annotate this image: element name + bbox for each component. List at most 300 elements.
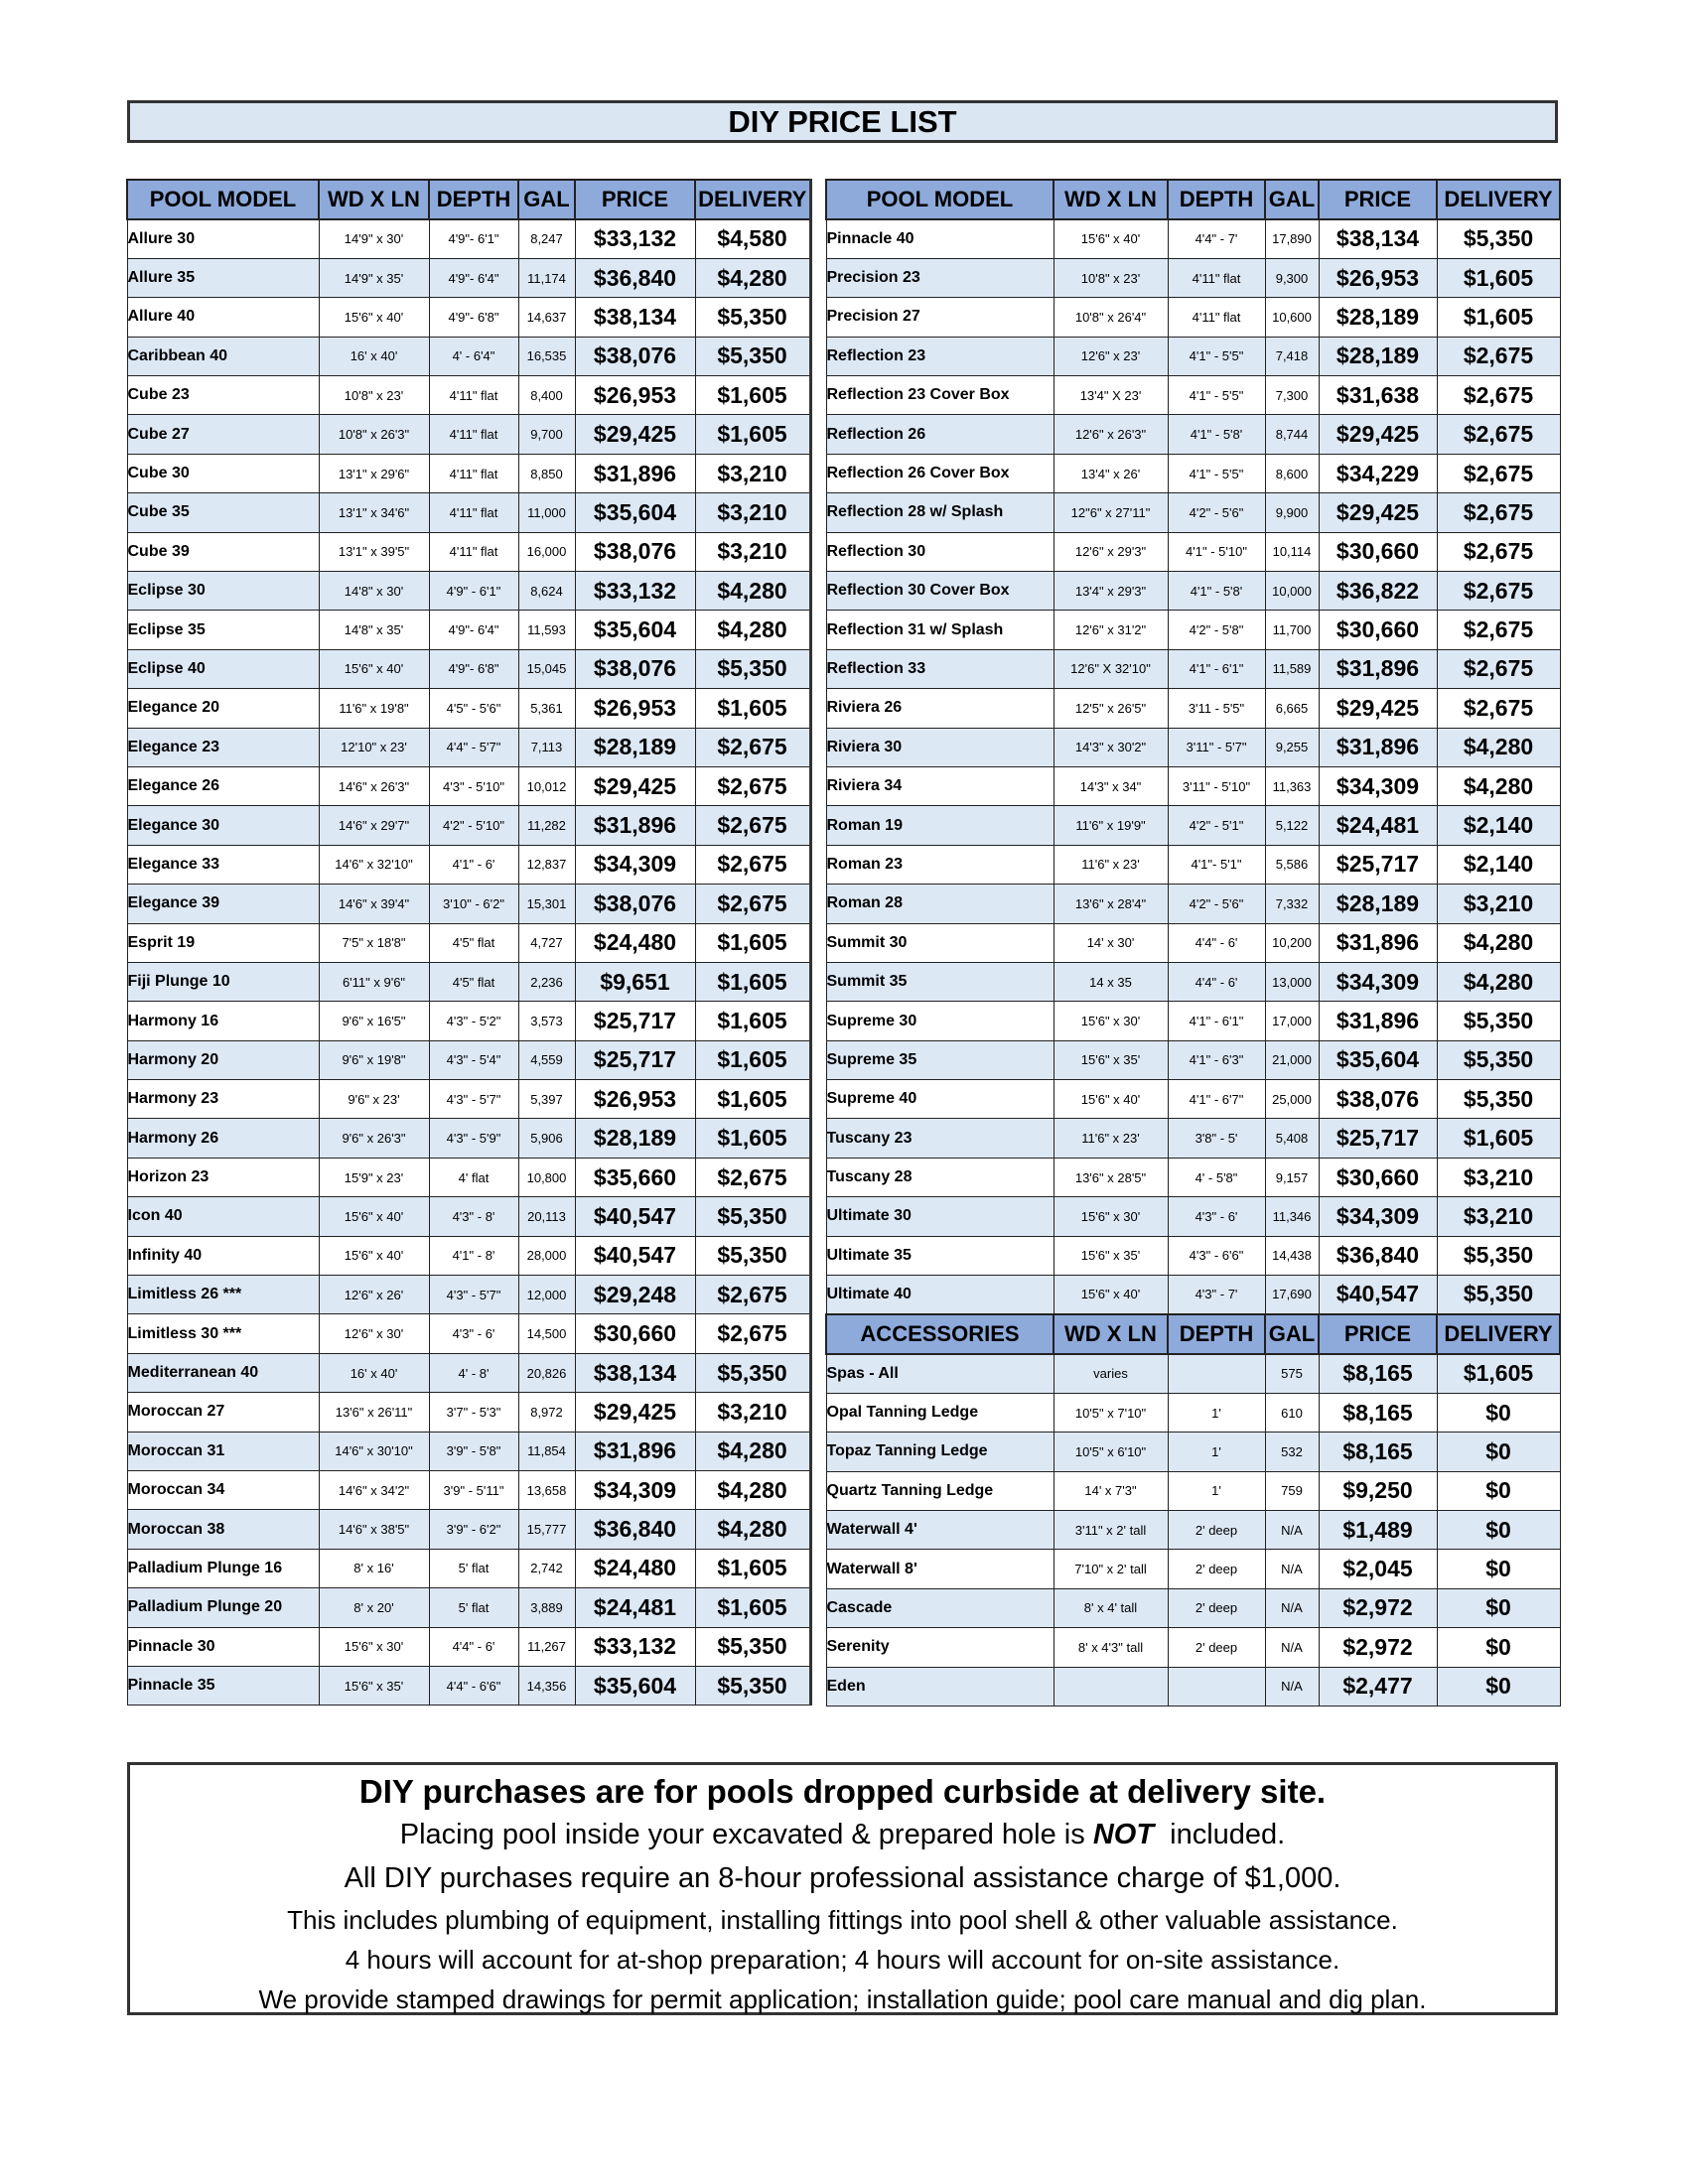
cell-delivery: $3,210 (1437, 1158, 1560, 1196)
cell-model-name: Eclipse 35 (127, 611, 319, 649)
cell-dimensions: 16' x 40' (319, 337, 429, 375)
cell-delivery: $5,350 (1437, 1040, 1560, 1079)
table-row (127, 1471, 810, 1510)
cell-dimensions: 14 x 35 (1054, 962, 1168, 1001)
table-row (127, 962, 810, 1001)
table-row (127, 1432, 810, 1470)
table-row (127, 611, 810, 649)
cell-gallons: N/A (1265, 1511, 1319, 1550)
cell-model-name: Quartz Tanning Ledge (826, 1471, 1054, 1510)
cell-price: $28,189 (575, 728, 695, 766)
table-row (127, 532, 810, 571)
cell-gallons: 9,255 (1265, 728, 1319, 766)
cell-gallons: 11,589 (1265, 649, 1319, 688)
cell-dimensions: 12'6" x 23' (1054, 337, 1168, 375)
cell-dimensions: 7'10" x 2' tall (1054, 1550, 1168, 1588)
cell-dimensions: 15'6" x 35' (1054, 1040, 1168, 1079)
cell-depth: 3'10" - 6'2" (429, 885, 518, 923)
cell-model-name: Reflection 28 w/ Splash (826, 493, 1054, 532)
cell-delivery: $4,280 (1437, 962, 1560, 1001)
table-row (127, 689, 810, 728)
cell-gallons: 7,300 (1265, 376, 1319, 415)
cell-gallons: 11,593 (518, 611, 575, 649)
cell-model-name: Moroccan 38 (127, 1510, 319, 1549)
accessories-header-price: PRICE (1319, 1314, 1437, 1354)
cell-model-name: Tuscany 23 (826, 1119, 1054, 1158)
cell-price: $30,660 (575, 1314, 695, 1353)
cell-dimensions: 13'4" x 26' (1054, 454, 1168, 492)
cell-delivery: $0 (1437, 1550, 1560, 1588)
cell-depth: 4'1" - 6'1" (1168, 1002, 1265, 1040)
cell-gallons: N/A (1265, 1550, 1319, 1588)
cell-dimensions: 8' x 20' (319, 1588, 429, 1627)
table-row (826, 219, 1560, 258)
table-row (826, 1040, 1560, 1079)
accessory-row (826, 1393, 1560, 1432)
cell-dimensions: 16' x 40' (319, 1353, 429, 1392)
cell-depth: 4'11" flat (429, 493, 518, 532)
cell-delivery: $5,350 (695, 1353, 810, 1392)
cell-dimensions: 10'8" x 23' (1054, 258, 1168, 297)
cell-price: $25,717 (1319, 1119, 1437, 1158)
note-line-2-text: Placing pool inside your excavated & prepared hole is (399, 1819, 1093, 1850)
cell-price: $34,229 (1319, 454, 1437, 492)
table-row (127, 1236, 810, 1275)
cell-delivery: $4,280 (695, 611, 810, 649)
page-title: DIY PRICE LIST (127, 100, 1558, 143)
cell-gallons: 25,000 (1265, 1080, 1319, 1119)
cell-dimensions: 13'6" x 26'11" (319, 1393, 429, 1432)
cell-price: $36,840 (1319, 1236, 1437, 1275)
cell-price: $26,953 (1319, 258, 1437, 297)
cell-gallons: 20,826 (518, 1353, 575, 1392)
cell-delivery: $1,605 (695, 1080, 810, 1119)
note-line-5: 4 hours will account for at-shop preparation; 4 hours will account for on-site assistance. (345, 1945, 1340, 1975)
cell-price: $8,165 (1319, 1354, 1437, 1393)
cell-gallons: 10,000 (1265, 572, 1319, 611)
table-row (127, 845, 810, 884)
cell-gallons: 17,000 (1265, 1002, 1319, 1040)
cell-delivery: $5,350 (695, 337, 810, 375)
cell-gallons: 5,586 (1265, 845, 1319, 884)
cell-price: $25,717 (575, 1040, 695, 1079)
cell-price: $34,309 (1319, 1197, 1437, 1236)
cell-price: $29,425 (575, 766, 695, 805)
cell-depth: 4'9"- 6'8" (429, 649, 518, 688)
cell-gallons: 12,000 (518, 1276, 575, 1314)
cell-model-name: Reflection 31 w/ Splash (826, 611, 1054, 649)
cell-depth: 4'1" - 8' (429, 1236, 518, 1275)
cell-gallons: 10,200 (1265, 923, 1319, 962)
cell-delivery: $5,350 (695, 1627, 810, 1666)
table-row (127, 1549, 810, 1587)
cell-dimensions: 8' x 16' (319, 1549, 429, 1587)
cell-depth: 5' flat (429, 1588, 518, 1627)
cell-model-name: Caribbean 40 (127, 337, 319, 375)
cell-price: $30,660 (1319, 532, 1437, 571)
cell-model-name: Moroccan 34 (127, 1471, 319, 1510)
cell-delivery: $3,210 (695, 1393, 810, 1432)
cell-gallons: 2,236 (518, 962, 575, 1001)
cell-model-name: Spas - All (826, 1354, 1054, 1393)
header-depth: DEPTH (429, 180, 518, 219)
table-row (127, 649, 810, 688)
cell-dimensions: 12'10" x 23' (319, 728, 429, 766)
cell-dimensions: 12"6" x 27'11" (1054, 493, 1168, 532)
cell-dimensions: 14'6" x 38'5" (319, 1510, 429, 1549)
cell-dimensions: 14'8" x 30' (319, 572, 429, 611)
cell-dimensions: 15'6" x 30' (1054, 1197, 1168, 1236)
cell-dimensions: 12'6" x 30' (319, 1314, 429, 1353)
cell-depth: 4'1" - 5'5" (1168, 454, 1265, 492)
table-row (826, 572, 1560, 611)
cell-delivery: $2,675 (1437, 376, 1560, 415)
cell-model-name: Precision 27 (826, 298, 1054, 337)
table-row (127, 1393, 810, 1432)
cell-gallons: 5,122 (1265, 806, 1319, 845)
cell-price: $38,134 (575, 1353, 695, 1392)
cell-price: $31,896 (1319, 1002, 1437, 1040)
cell-gallons: 11,267 (518, 1627, 575, 1666)
cell-gallons: 13,658 (518, 1471, 575, 1510)
table-row (826, 415, 1560, 454)
cell-dimensions: 15'6" x 30' (319, 1627, 429, 1666)
cell-model-name: Reflection 26 Cover Box (826, 454, 1054, 492)
cell-model-name: Ultimate 40 (826, 1276, 1054, 1314)
table-row (127, 1314, 810, 1353)
cell-gallons: 14,356 (518, 1666, 575, 1705)
header-pool-model: POOL MODEL (127, 180, 319, 219)
cell-price: $28,189 (575, 1119, 695, 1158)
cell-price: $38,076 (575, 337, 695, 375)
cell-gallons: 16,535 (518, 337, 575, 375)
cell-dimensions: 13'1" x 29'6" (319, 454, 429, 492)
accessory-row (826, 1471, 1560, 1510)
cell-delivery: $0 (1437, 1511, 1560, 1550)
cell-delivery: $2,675 (1437, 493, 1560, 532)
cell-model-name: Esprit 19 (127, 923, 319, 962)
cell-delivery: $0 (1437, 1588, 1560, 1627)
cell-delivery: $4,280 (1437, 766, 1560, 805)
cell-price: $26,953 (575, 1080, 695, 1119)
cell-dimensions: 8' x 4' tall (1054, 1588, 1168, 1627)
cell-gallons: 4,559 (518, 1040, 575, 1079)
cell-price: $8,165 (1319, 1433, 1437, 1471)
table-row (127, 298, 810, 337)
cell-model-name: Riviera 30 (826, 728, 1054, 766)
header-depth: DEPTH (1168, 180, 1265, 219)
cell-depth: 3'9" - 5'11" (429, 1471, 518, 1510)
cell-depth: 4'9" - 6'1" (429, 572, 518, 611)
table-row (127, 728, 810, 766)
cell-price: $31,896 (1319, 728, 1437, 766)
header-gal: GAL (1265, 180, 1319, 219)
cell-gallons: 8,600 (1265, 454, 1319, 492)
cell-gallons: 14,500 (518, 1314, 575, 1353)
cell-delivery: $4,280 (1437, 728, 1560, 766)
cell-gallons: 21,000 (1265, 1040, 1319, 1079)
cell-gallons: N/A (1265, 1588, 1319, 1627)
cell-depth: 4'2" - 5'8" (1168, 611, 1265, 649)
header-pool-model: POOL MODEL (826, 180, 1054, 219)
cell-delivery: $1,605 (695, 1549, 810, 1587)
cell-depth: 4'3" - 5'9" (429, 1119, 518, 1158)
table-row (127, 1040, 810, 1079)
cell-depth: 1' (1168, 1393, 1265, 1432)
cell-price: $38,076 (1319, 1080, 1437, 1119)
cell-delivery: $4,280 (1437, 923, 1560, 962)
table-row (826, 337, 1560, 375)
cell-depth: 4'3" - 6' (429, 1314, 518, 1353)
table-row (127, 1197, 810, 1236)
cell-gallons: 610 (1265, 1393, 1319, 1432)
cell-model-name: Elegance 33 (127, 845, 319, 884)
cell-dimensions: 13'1" x 39'5" (319, 532, 429, 571)
cell-depth: 4'4" - 7' (1168, 219, 1265, 258)
cell-dimensions: 11'6" x 19'8" (319, 689, 429, 728)
cell-depth: 4'3" - 5'7" (429, 1276, 518, 1314)
cell-delivery: $1,605 (695, 923, 810, 962)
cell-dimensions: 15'6" x 30' (1054, 1002, 1168, 1040)
cell-price: $31,638 (1319, 376, 1437, 415)
cell-depth: 4'3" - 6' (1168, 1197, 1265, 1236)
cell-depth: 4' - 6'4" (429, 337, 518, 375)
table-row (127, 1158, 810, 1196)
cell-gallons: 15,045 (518, 649, 575, 688)
cell-price: $1,489 (1319, 1511, 1437, 1550)
cell-delivery: $1,605 (695, 1119, 810, 1158)
cell-model-name: Harmony 20 (127, 1040, 319, 1079)
cell-model-name: Roman 28 (826, 885, 1054, 923)
note-line-1: DIY purchases are for pools dropped curbside at delivery site. (358, 1773, 1327, 1810)
cell-model-name: Allure 35 (127, 258, 319, 297)
header-delivery: DELIVERY (1437, 180, 1560, 219)
accessories-header-row (826, 1314, 1560, 1354)
cell-gallons: 10,800 (518, 1158, 575, 1196)
cell-price: $25,717 (575, 1002, 695, 1040)
header-delivery: DELIVERY (695, 180, 810, 219)
cell-depth: 4' - 5'8" (1168, 1158, 1265, 1196)
cell-dimensions: 15'6" x 35' (319, 1666, 429, 1705)
cell-model-name: Mediterranean 40 (127, 1353, 319, 1392)
cell-gallons: 15,301 (518, 885, 575, 923)
cell-dimensions: 3'11" x 2' tall (1054, 1511, 1168, 1550)
cell-model-name: Waterwall 8' (826, 1550, 1054, 1588)
cell-delivery: $4,580 (695, 219, 810, 258)
cell-gallons: 5,408 (1265, 1119, 1319, 1158)
cell-delivery: $3,210 (695, 493, 810, 532)
cell-model-name: Allure 30 (127, 219, 319, 258)
cell-delivery: $2,675 (695, 728, 810, 766)
cell-price: $33,132 (575, 1627, 695, 1666)
cell-depth: 4'1" - 6' (429, 845, 518, 884)
header-wd-x-ln: WD X LN (319, 180, 429, 219)
cell-price: $29,425 (1319, 689, 1437, 728)
cell-delivery: $5,350 (1437, 1080, 1560, 1119)
cell-delivery: $2,675 (695, 1276, 810, 1314)
table-row (127, 1276, 810, 1314)
cell-dimensions: 15'6" x 40' (1054, 1080, 1168, 1119)
cell-dimensions: 15'6" x 40' (319, 649, 429, 688)
cell-dimensions: 14'6" x 29'7" (319, 806, 429, 845)
table-row (826, 728, 1560, 766)
cell-depth: 4'11" flat (1168, 258, 1265, 297)
cell-model-name: Cube 27 (127, 415, 319, 454)
cell-model-name: Infinity 40 (127, 1236, 319, 1275)
note-line-2-end: included. (1154, 1819, 1286, 1850)
cell-model-name: Eden (826, 1667, 1054, 1706)
cell-model-name: Roman 23 (826, 845, 1054, 884)
cell-price: $31,896 (1319, 923, 1437, 962)
cell-price: $8,165 (1319, 1393, 1437, 1432)
cell-price: $35,660 (575, 1158, 695, 1196)
cell-delivery: $2,140 (1437, 845, 1560, 884)
cell-delivery: $5,350 (1437, 1236, 1560, 1275)
cell-gallons: 8,624 (518, 572, 575, 611)
cell-price: $34,309 (575, 1471, 695, 1510)
note-not-emphasis: NOT (1092, 1819, 1155, 1850)
cell-gallons: 12,837 (518, 845, 575, 884)
table-row (826, 1236, 1560, 1275)
cell-model-name: Supreme 35 (826, 1040, 1054, 1079)
cell-depth: 4'11" flat (429, 532, 518, 571)
accessory-row (826, 1354, 1560, 1393)
cell-delivery: $2,675 (1437, 415, 1560, 454)
cell-dimensions: 14'6" x 30'10" (319, 1432, 429, 1470)
cell-delivery: $4,280 (695, 1510, 810, 1549)
cell-dimensions: 12'6" X 32'10" (1054, 649, 1168, 688)
table-row (127, 1627, 810, 1666)
cell-gallons: 9,700 (518, 415, 575, 454)
cell-delivery: $2,675 (1437, 689, 1560, 728)
cell-delivery: $2,675 (1437, 454, 1560, 492)
cell-delivery: $1,605 (695, 1002, 810, 1040)
table-row (127, 572, 810, 611)
cell-model-name: Cube 35 (127, 493, 319, 532)
table-row (826, 845, 1560, 884)
table-row (826, 1002, 1560, 1040)
cell-dimensions: 11'6" x 23' (1054, 1119, 1168, 1158)
cell-price: $38,076 (575, 885, 695, 923)
cell-gallons: 15,777 (518, 1510, 575, 1549)
cell-gallons: 532 (1265, 1433, 1319, 1471)
cell-delivery: $2,675 (1437, 532, 1560, 571)
table-row (127, 454, 810, 492)
table-row (127, 258, 810, 297)
cell-gallons: 10,114 (1265, 532, 1319, 571)
table-row (127, 1588, 810, 1627)
note-line-3: All DIY purchases require an 8-hour professional assistance charge of $1,000. (344, 1862, 1341, 1894)
cell-depth: 4'3" - 5'7" (429, 1080, 518, 1119)
table-row (826, 1119, 1560, 1158)
cell-price: $2,477 (1319, 1667, 1437, 1706)
cell-delivery: $1,605 (695, 1040, 810, 1079)
left-header-row (127, 180, 810, 219)
accessory-row (826, 1628, 1560, 1667)
cell-model-name: Fiji Plunge 10 (127, 962, 319, 1001)
cell-depth: 4'4" - 6'6" (429, 1666, 518, 1705)
table-row (826, 611, 1560, 649)
cell-model-name: Ultimate 30 (826, 1197, 1054, 1236)
cell-model-name: Riviera 26 (826, 689, 1054, 728)
cell-dimensions: 10'5" x 7'10" (1054, 1393, 1168, 1432)
table-row (826, 532, 1560, 571)
cell-dimensions: 14'6" x 32'10" (319, 845, 429, 884)
cell-dimensions: 14'9" x 30' (319, 219, 429, 258)
cell-model-name: Elegance 20 (127, 689, 319, 728)
cell-depth: 4'1" - 6'1" (1168, 649, 1265, 688)
cell-dimensions: 10'8" x 26'4" (1054, 298, 1168, 337)
cell-model-name: Serenity (826, 1628, 1054, 1667)
cell-price: $40,547 (575, 1197, 695, 1236)
cell-model-name: Reflection 30 (826, 532, 1054, 571)
cell-depth: 4'1" - 6'7" (1168, 1080, 1265, 1119)
cell-dimensions: 13'4" x 29'3" (1054, 572, 1168, 611)
cell-dimensions: 15'6" x 40' (319, 1197, 429, 1236)
cell-delivery: $2,675 (695, 1158, 810, 1196)
cell-price: $36,840 (575, 258, 695, 297)
cell-price: $31,896 (1319, 649, 1437, 688)
cell-dimensions: 12'6" x 26'3" (1054, 415, 1168, 454)
cell-gallons: 28,000 (518, 1236, 575, 1275)
cell-depth: 4'3" - 5'4" (429, 1040, 518, 1079)
cell-model-name: Reflection 23 (826, 337, 1054, 375)
cell-gallons: 9,300 (1265, 258, 1319, 297)
cell-dimensions: 13'4" X 23' (1054, 376, 1168, 415)
cell-gallons: 3,889 (518, 1588, 575, 1627)
cell-depth: 4'1" - 5'8' (1168, 415, 1265, 454)
cell-gallons: 3,573 (518, 1002, 575, 1040)
cell-gallons: 10,600 (1265, 298, 1319, 337)
cell-delivery: $2,675 (1437, 572, 1560, 611)
cell-price: $34,309 (1319, 766, 1437, 805)
cell-model-name: Moroccan 27 (127, 1393, 319, 1432)
cell-depth: 4'3" - 5'10" (429, 766, 518, 805)
cell-model-name: Reflection 23 Cover Box (826, 376, 1054, 415)
cell-price: $9,651 (575, 962, 695, 1001)
cell-delivery: $5,350 (695, 298, 810, 337)
cell-dimensions: 9'6" x 19'8" (319, 1040, 429, 1079)
cell-delivery: $0 (1437, 1667, 1560, 1706)
cell-gallons: 8,972 (518, 1393, 575, 1432)
cell-depth: 4' - 8' (429, 1353, 518, 1392)
cell-gallons: 759 (1265, 1471, 1319, 1510)
cell-depth: 4'1"- 5'1" (1168, 845, 1265, 884)
cell-depth: 3'8" - 5' (1168, 1119, 1265, 1158)
table-row (826, 1158, 1560, 1196)
cell-dimensions: 12'6" x 26' (319, 1276, 429, 1314)
table-row (127, 923, 810, 962)
cell-depth: 4'5" - 5'6" (429, 689, 518, 728)
cell-dimensions: 15'6" x 40' (319, 298, 429, 337)
cell-delivery: $1,605 (1437, 1354, 1560, 1393)
cell-depth: 3'7" - 5'3" (429, 1393, 518, 1432)
cell-gallons: 4,727 (518, 923, 575, 962)
cell-price: $31,896 (575, 1432, 695, 1470)
cell-price: $24,480 (575, 1549, 695, 1587)
cell-delivery: $4,280 (695, 1471, 810, 1510)
cell-depth: 4'2" - 5'6" (1168, 493, 1265, 532)
note-line-6: We provide stamped drawings for permit application; installation guide; pool care manual and dig plan. (258, 1984, 1427, 2014)
table-row (127, 806, 810, 845)
cell-gallons: 9,900 (1265, 493, 1319, 532)
cell-price: $33,132 (575, 219, 695, 258)
cell-depth: 4'9"- 6'1" (429, 219, 518, 258)
cell-depth: 4'9"- 6'8" (429, 298, 518, 337)
cell-dimensions: 11'6" x 23' (1054, 845, 1168, 884)
cell-depth: 4'1" - 5'10" (1168, 532, 1265, 571)
header-wd-x-ln: WD X LN (1054, 180, 1168, 219)
